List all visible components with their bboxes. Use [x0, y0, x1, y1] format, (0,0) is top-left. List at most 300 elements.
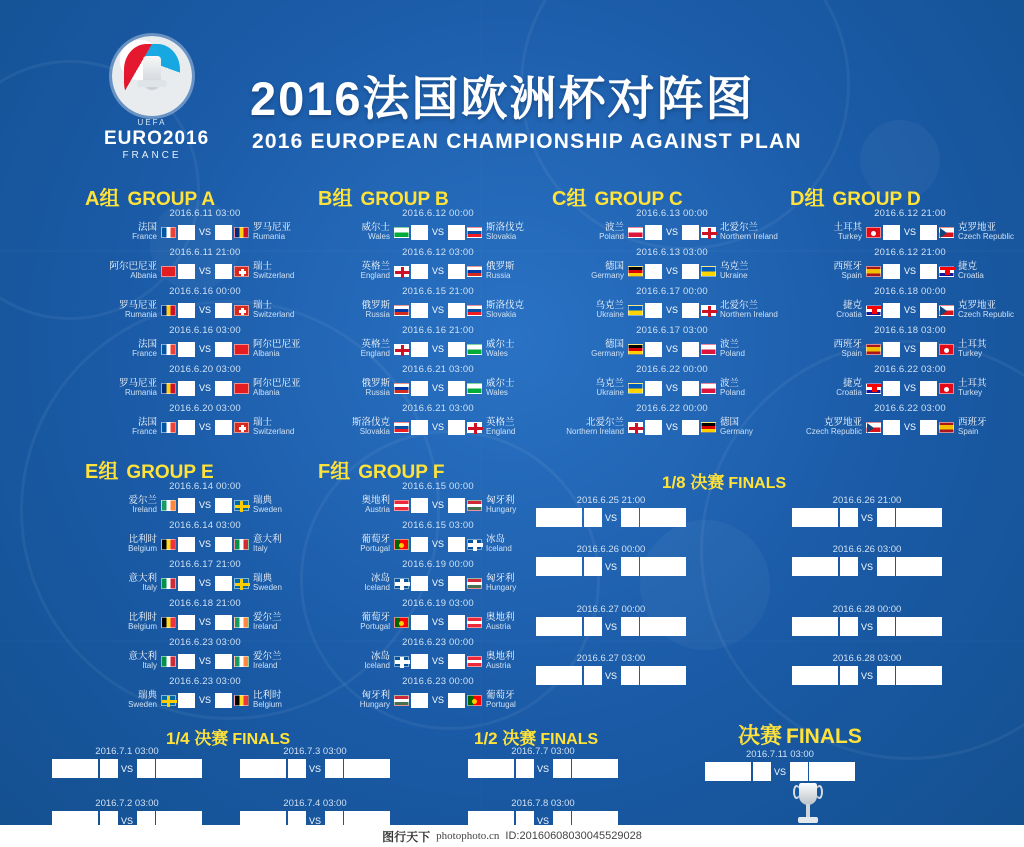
- home-score-box[interactable]: [178, 537, 195, 552]
- away-score-box[interactable]: [877, 617, 895, 636]
- match-date: 2016.6.20 03:00: [169, 364, 241, 375]
- away-team-flag-icon: [234, 578, 249, 589]
- home-team: [566, 301, 628, 319]
- away-team-name-en: Ireland: [253, 660, 278, 670]
- home-team: [804, 223, 866, 241]
- group-match: [796, 325, 1024, 361]
- away-score-box[interactable]: [215, 615, 232, 630]
- home-team-name-en: England: [360, 270, 390, 280]
- home-team: [99, 691, 161, 709]
- away-team-name-en: Switzerland: [253, 309, 295, 319]
- home-team: [99, 652, 161, 670]
- home-score-box[interactable]: [411, 381, 428, 396]
- away-score-box[interactable]: [215, 381, 232, 396]
- home-score-box[interactable]: [411, 342, 428, 357]
- away-team-name-cn: 俄罗斯: [486, 260, 515, 272]
- home-score-box[interactable]: [288, 759, 306, 778]
- home-score-box[interactable]: [411, 576, 428, 591]
- home-team-slot[interactable]: [468, 759, 514, 778]
- away-team-slot[interactable]: [809, 762, 855, 781]
- vs-label: VS: [431, 578, 444, 588]
- away-team: [954, 418, 1016, 436]
- home-team-name-en: Ireland: [132, 504, 157, 514]
- home-score-box[interactable]: [840, 508, 858, 527]
- away-team-name-en: Portugal: [486, 699, 516, 709]
- home-score-box[interactable]: [584, 557, 602, 576]
- away-score-box[interactable]: [215, 303, 232, 318]
- home-team-name-en: Russia: [365, 387, 390, 397]
- home-team-slot[interactable]: [240, 759, 286, 778]
- away-score-box[interactable]: [682, 225, 699, 240]
- home-team-flag-icon: [394, 578, 409, 589]
- away-team: [954, 379, 1016, 397]
- logo-uefa-label: UEFA: [137, 118, 167, 127]
- home-team: [566, 418, 628, 436]
- home-team-name-en: Rumania: [124, 387, 157, 397]
- away-score-box[interactable]: [621, 508, 639, 527]
- away-score-box[interactable]: [553, 759, 571, 778]
- home-score-box[interactable]: [645, 420, 662, 435]
- home-team-slot[interactable]: [536, 666, 582, 685]
- home-team-name-en: Italy: [142, 660, 157, 670]
- away-score-box[interactable]: [920, 303, 937, 318]
- home-score-box[interactable]: [645, 225, 662, 240]
- home-score-box[interactable]: [411, 537, 428, 552]
- match-date: 2016.6.14 03:00: [169, 520, 241, 531]
- away-score-box[interactable]: [448, 654, 465, 669]
- home-team: [804, 418, 866, 436]
- match-date: 2016.6.17 21:00: [169, 559, 241, 570]
- away-score-box[interactable]: [920, 381, 937, 396]
- home-team-slot[interactable]: [705, 762, 751, 781]
- home-team-flag-icon: [866, 227, 881, 238]
- round16-match: [524, 494, 698, 528]
- away-team-flag-icon: [467, 695, 482, 706]
- home-team: [332, 613, 394, 631]
- home-score-box[interactable]: [178, 693, 195, 708]
- away-team-slot[interactable]: [896, 508, 942, 527]
- home-team: [99, 418, 161, 436]
- home-team-name-en: Croatia: [836, 309, 862, 319]
- away-score-box[interactable]: [877, 666, 895, 685]
- away-team-flag-icon: [234, 383, 249, 394]
- vs-label: VS: [665, 266, 678, 276]
- away-team-flag-icon: [939, 266, 954, 277]
- match-date: 2016.6.14 00:00: [169, 481, 241, 492]
- home-team-flag-icon: [161, 383, 176, 394]
- home-score-box[interactable]: [883, 225, 900, 240]
- away-team-slot[interactable]: [640, 666, 686, 685]
- home-score-box[interactable]: [753, 762, 771, 781]
- away-team-name-en: Switzerland: [253, 270, 295, 280]
- vs-label: VS: [665, 227, 678, 237]
- home-team: [99, 379, 161, 397]
- away-team-flag-icon: [939, 227, 954, 238]
- home-score-box[interactable]: [178, 576, 195, 591]
- home-team-name-en: Russia: [365, 309, 390, 319]
- match-date: 2016.6.18 21:00: [169, 598, 241, 609]
- away-team-name-en: Sweden: [253, 582, 282, 592]
- home-team-name-en: Czech Republic: [805, 426, 862, 436]
- group-label-cn: E组: [85, 461, 119, 483]
- home-team-name-cn: 罗马尼亚: [118, 377, 157, 389]
- away-score-box[interactable]: [920, 342, 937, 357]
- away-team-name-en: Spain: [958, 426, 979, 436]
- away-team-name-cn: 北爱尔兰: [720, 299, 759, 311]
- away-score-box[interactable]: [215, 498, 232, 513]
- away-team-slot[interactable]: [896, 617, 942, 636]
- home-score-box[interactable]: [584, 666, 602, 685]
- round16-match: [780, 494, 954, 528]
- group-label-cn: C组: [552, 188, 587, 210]
- home-team-name-en: Iceland: [364, 660, 390, 670]
- away-team-slot[interactable]: [344, 759, 390, 778]
- group-header: [790, 182, 1024, 208]
- home-team: [99, 223, 161, 241]
- away-score-box[interactable]: [682, 420, 699, 435]
- away-score-box[interactable]: [790, 762, 808, 781]
- home-score-box[interactable]: [840, 557, 858, 576]
- home-team-flag-icon: [394, 617, 409, 628]
- away-team-flag-icon: [939, 383, 954, 394]
- match-date: 2016.6.17 03:00: [636, 325, 708, 336]
- away-score-box[interactable]: [215, 342, 232, 357]
- home-team-flag-icon: [394, 383, 409, 394]
- home-score-box[interactable]: [411, 225, 428, 240]
- home-team-name-en: Spain: [841, 270, 862, 280]
- quarterfinal-title: 1/4 决赛 FINALS: [166, 729, 291, 748]
- away-score-box[interactable]: [215, 225, 232, 240]
- away-score-box[interactable]: [877, 557, 895, 576]
- home-score-box[interactable]: [178, 342, 195, 357]
- home-team-name-cn: 匈牙利: [361, 689, 390, 701]
- group-d-block: [790, 182, 1024, 442]
- away-team-name-en: Slovakia: [486, 231, 517, 241]
- away-team: [716, 223, 778, 241]
- home-score-box[interactable]: [411, 498, 428, 513]
- vs-label: VS: [536, 763, 549, 774]
- home-score-box[interactable]: [178, 420, 195, 435]
- match-date: 2016.7.4 03:00: [283, 798, 347, 809]
- home-score-box[interactable]: [178, 381, 195, 396]
- away-team: [716, 379, 778, 397]
- round16-match: [780, 652, 954, 686]
- home-score-box[interactable]: [411, 615, 428, 630]
- away-team-slot[interactable]: [640, 617, 686, 636]
- home-team-name-cn: 意大利: [128, 572, 157, 584]
- away-score-box[interactable]: [448, 303, 465, 318]
- home-score-box[interactable]: [883, 342, 900, 357]
- home-score-box[interactable]: [178, 498, 195, 513]
- home-score-box[interactable]: [411, 264, 428, 279]
- away-score-box[interactable]: [682, 303, 699, 318]
- match-date: 2016.6.28 00:00: [832, 604, 902, 615]
- away-score-box[interactable]: [215, 576, 232, 591]
- home-score-box[interactable]: [883, 420, 900, 435]
- away-team-flag-icon: [939, 344, 954, 355]
- home-team-slot[interactable]: [792, 557, 838, 576]
- match-date: 2016.6.23 03:00: [169, 676, 241, 687]
- home-score-box[interactable]: [584, 617, 602, 636]
- home-team-slot[interactable]: [536, 508, 582, 527]
- away-score-box[interactable]: [215, 654, 232, 669]
- home-team-flag-icon: [394, 227, 409, 238]
- away-team-flag-icon: [467, 656, 482, 667]
- group-header: [552, 182, 802, 208]
- away-score-box[interactable]: [215, 264, 232, 279]
- away-team-flag-icon: [701, 305, 716, 316]
- home-score-box[interactable]: [883, 303, 900, 318]
- away-team-flag-icon: [467, 539, 482, 550]
- home-score-box[interactable]: [178, 615, 195, 630]
- away-score-box[interactable]: [215, 420, 232, 435]
- group-match: [91, 598, 319, 634]
- home-team-name-cn: 法国: [137, 338, 157, 350]
- away-score-box[interactable]: [448, 342, 465, 357]
- logo-emblem-icon: [112, 36, 192, 116]
- away-team: [716, 262, 778, 280]
- group-header: [318, 182, 568, 208]
- group-match: [558, 325, 786, 361]
- match-date: 2016.6.26 03:00: [832, 544, 902, 555]
- group-match: [91, 247, 319, 283]
- away-team-name-en: Iceland: [486, 543, 512, 553]
- match-date: 2016.6.22 03:00: [874, 403, 946, 414]
- home-team-flag-icon: [866, 422, 881, 433]
- home-team-name-cn: 比利时: [128, 611, 157, 623]
- vs-label: VS: [665, 305, 678, 315]
- home-score-box[interactable]: [840, 617, 858, 636]
- away-score-box[interactable]: [325, 759, 343, 778]
- home-score-box[interactable]: [178, 264, 195, 279]
- home-team-name-cn: 乌克兰: [595, 377, 624, 389]
- home-score-box[interactable]: [645, 303, 662, 318]
- home-team-flag-icon: [866, 266, 881, 277]
- home-team-name-cn: 冰岛: [370, 572, 390, 584]
- group-c-block: [552, 182, 802, 442]
- home-team-name-cn: 罗马尼亚: [118, 299, 157, 311]
- home-score-box[interactable]: [178, 303, 195, 318]
- away-team: [482, 418, 544, 436]
- home-score-box[interactable]: [883, 381, 900, 396]
- group-match: [796, 364, 1024, 400]
- quarterfinal-match: [40, 745, 214, 779]
- away-team: [954, 340, 1016, 358]
- home-team-name-cn: 爱尔兰: [128, 494, 157, 506]
- away-score-box[interactable]: [877, 508, 895, 527]
- home-team-name-cn: 意大利: [128, 650, 157, 662]
- home-score-box[interactable]: [883, 264, 900, 279]
- match-date: 2016.6.23 00:00: [402, 676, 474, 687]
- group-match: [324, 364, 552, 400]
- away-team-flag-icon: [467, 305, 482, 316]
- group-match: [796, 208, 1024, 244]
- home-score-box[interactable]: [645, 381, 662, 396]
- away-team: [716, 301, 778, 319]
- away-score-box[interactable]: [448, 537, 465, 552]
- home-team-name-cn: 奥地利: [361, 494, 390, 506]
- away-score-box[interactable]: [920, 264, 937, 279]
- group-header: [318, 455, 568, 481]
- away-team-name-cn: 瑞士: [253, 260, 273, 272]
- match-date: 2016.6.21 03:00: [402, 364, 474, 375]
- home-team-name-en: Iceland: [364, 582, 390, 592]
- group-match: [558, 364, 786, 400]
- vs-label: VS: [198, 500, 211, 510]
- away-team-name-cn: 爱尔兰: [253, 650, 282, 662]
- home-team-slot[interactable]: [792, 617, 838, 636]
- away-team: [954, 262, 1016, 280]
- away-team-name-cn: 波兰: [720, 338, 740, 350]
- home-score-box[interactable]: [645, 264, 662, 279]
- group-match: [324, 481, 552, 517]
- home-team-slot[interactable]: [792, 508, 838, 527]
- away-team-flag-icon: [467, 344, 482, 355]
- away-team-flag-icon: [701, 227, 716, 238]
- home-team-slot[interactable]: [536, 617, 582, 636]
- home-team-slot[interactable]: [52, 759, 98, 778]
- away-team-slot[interactable]: [572, 759, 618, 778]
- away-score-box[interactable]: [448, 264, 465, 279]
- away-team-slot[interactable]: [640, 508, 686, 527]
- away-team-name-en: Czech Republic: [958, 231, 1015, 241]
- home-score-box[interactable]: [411, 420, 428, 435]
- away-team: [249, 496, 311, 514]
- match-date: 2016.6.16 03:00: [169, 325, 241, 336]
- home-team-flag-icon: [628, 344, 643, 355]
- away-team-name-cn: 斯洛伐克: [486, 221, 525, 233]
- vs-label: VS: [604, 621, 617, 632]
- away-team-name-en: Poland: [720, 348, 745, 358]
- away-team-name-cn: 匈牙利: [486, 494, 515, 506]
- away-team-slot[interactable]: [156, 759, 202, 778]
- vs-label: VS: [431, 305, 444, 315]
- away-team: [249, 535, 311, 553]
- away-team-name-en: Poland: [720, 387, 745, 397]
- match-date: 2016.6.28 03:00: [832, 653, 902, 664]
- match-date: 2016.7.11 03:00: [746, 749, 814, 760]
- away-team-name-cn: 瑞典: [253, 572, 273, 584]
- vs-label: VS: [120, 763, 133, 774]
- away-score-box[interactable]: [621, 666, 639, 685]
- home-score-box[interactable]: [178, 225, 195, 240]
- away-score-box[interactable]: [621, 617, 639, 636]
- away-team-name-en: Slovakia: [486, 309, 517, 319]
- away-score-box[interactable]: [448, 225, 465, 240]
- away-score-box[interactable]: [448, 381, 465, 396]
- home-team-name-cn: 西班牙: [833, 260, 862, 272]
- home-team: [99, 301, 161, 319]
- away-score-box[interactable]: [448, 693, 465, 708]
- away-team-name-cn: 奥地利: [486, 611, 515, 623]
- home-team-slot[interactable]: [536, 557, 582, 576]
- away-score-box[interactable]: [920, 420, 937, 435]
- away-team: [482, 691, 544, 709]
- away-score-box[interactable]: [920, 225, 937, 240]
- home-team: [566, 340, 628, 358]
- home-team-slot[interactable]: [792, 666, 838, 685]
- match-date: 2016.6.17 00:00: [636, 286, 708, 297]
- away-score-box[interactable]: [215, 693, 232, 708]
- home-team-name-cn: 捷克: [842, 377, 862, 389]
- group-header: [85, 455, 335, 481]
- group-match: [558, 208, 786, 244]
- away-score-box[interactable]: [682, 264, 699, 279]
- home-score-box[interactable]: [516, 759, 534, 778]
- away-score-box[interactable]: [621, 557, 639, 576]
- away-score-box[interactable]: [448, 615, 465, 630]
- match-date: 2016.6.18 03:00: [874, 325, 946, 336]
- away-team-name-cn: 捷克: [958, 260, 978, 272]
- away-team-name-en: Ireland: [253, 621, 278, 631]
- home-team-name-en: Belgium: [128, 621, 157, 631]
- home-score-box[interactable]: [411, 693, 428, 708]
- page-title-cn: 2016法国欧洲杯对阵图: [250, 72, 755, 125]
- away-team-slot[interactable]: [896, 557, 942, 576]
- home-score-box[interactable]: [100, 759, 118, 778]
- vs-label: VS: [198, 539, 211, 549]
- final-match: [660, 748, 900, 782]
- home-team: [332, 574, 394, 592]
- away-team-flag-icon: [234, 500, 249, 511]
- home-team-flag-icon: [628, 266, 643, 277]
- group-match: [558, 403, 786, 439]
- away-score-box[interactable]: [682, 381, 699, 396]
- group-match: [91, 403, 319, 439]
- away-score-box[interactable]: [448, 420, 465, 435]
- home-team-name-en: Croatia: [836, 387, 862, 397]
- home-team-name-en: Belgium: [128, 543, 157, 553]
- away-team-name-en: Hungary: [486, 504, 517, 514]
- vs-label: VS: [860, 621, 873, 632]
- round16-match: [524, 543, 698, 577]
- away-team-flag-icon: [701, 422, 716, 433]
- home-score-box[interactable]: [584, 508, 602, 527]
- group-label-cn: D组: [790, 188, 825, 210]
- away-score-box[interactable]: [448, 576, 465, 591]
- home-score-box[interactable]: [178, 654, 195, 669]
- match-date: 2016.6.13 00:00: [636, 208, 708, 219]
- away-score-box[interactable]: [682, 342, 699, 357]
- vs-label: VS: [431, 695, 444, 705]
- home-team-name-cn: 西班牙: [833, 338, 862, 350]
- away-team-name-en: Turkey: [958, 348, 983, 358]
- home-team-name-cn: 葡萄牙: [361, 533, 390, 545]
- home-score-box[interactable]: [411, 303, 428, 318]
- away-team-name-cn: 意大利: [253, 533, 282, 545]
- group-match: [91, 364, 319, 400]
- away-score-box[interactable]: [137, 759, 155, 778]
- home-score-box[interactable]: [840, 666, 858, 685]
- away-team: [482, 301, 544, 319]
- away-score-box[interactable]: [215, 537, 232, 552]
- footer-brand-en: photophoto.cn: [436, 830, 500, 842]
- home-score-box[interactable]: [411, 654, 428, 669]
- home-team-name-en: Portugal: [360, 621, 390, 631]
- home-team: [566, 223, 628, 241]
- away-team-slot[interactable]: [640, 557, 686, 576]
- match-date: 2016.6.21 03:00: [402, 403, 474, 414]
- away-score-box[interactable]: [448, 498, 465, 513]
- vs-label: VS: [308, 815, 321, 826]
- away-team-slot[interactable]: [896, 666, 942, 685]
- away-team-name-cn: 罗马尼亚: [253, 221, 292, 233]
- home-score-box[interactable]: [645, 342, 662, 357]
- home-team-name-en: Wales: [368, 231, 390, 241]
- away-team-name-cn: 波兰: [720, 377, 740, 389]
- match-date: 2016.6.26 21:00: [832, 495, 902, 506]
- vs-label: VS: [198, 383, 211, 393]
